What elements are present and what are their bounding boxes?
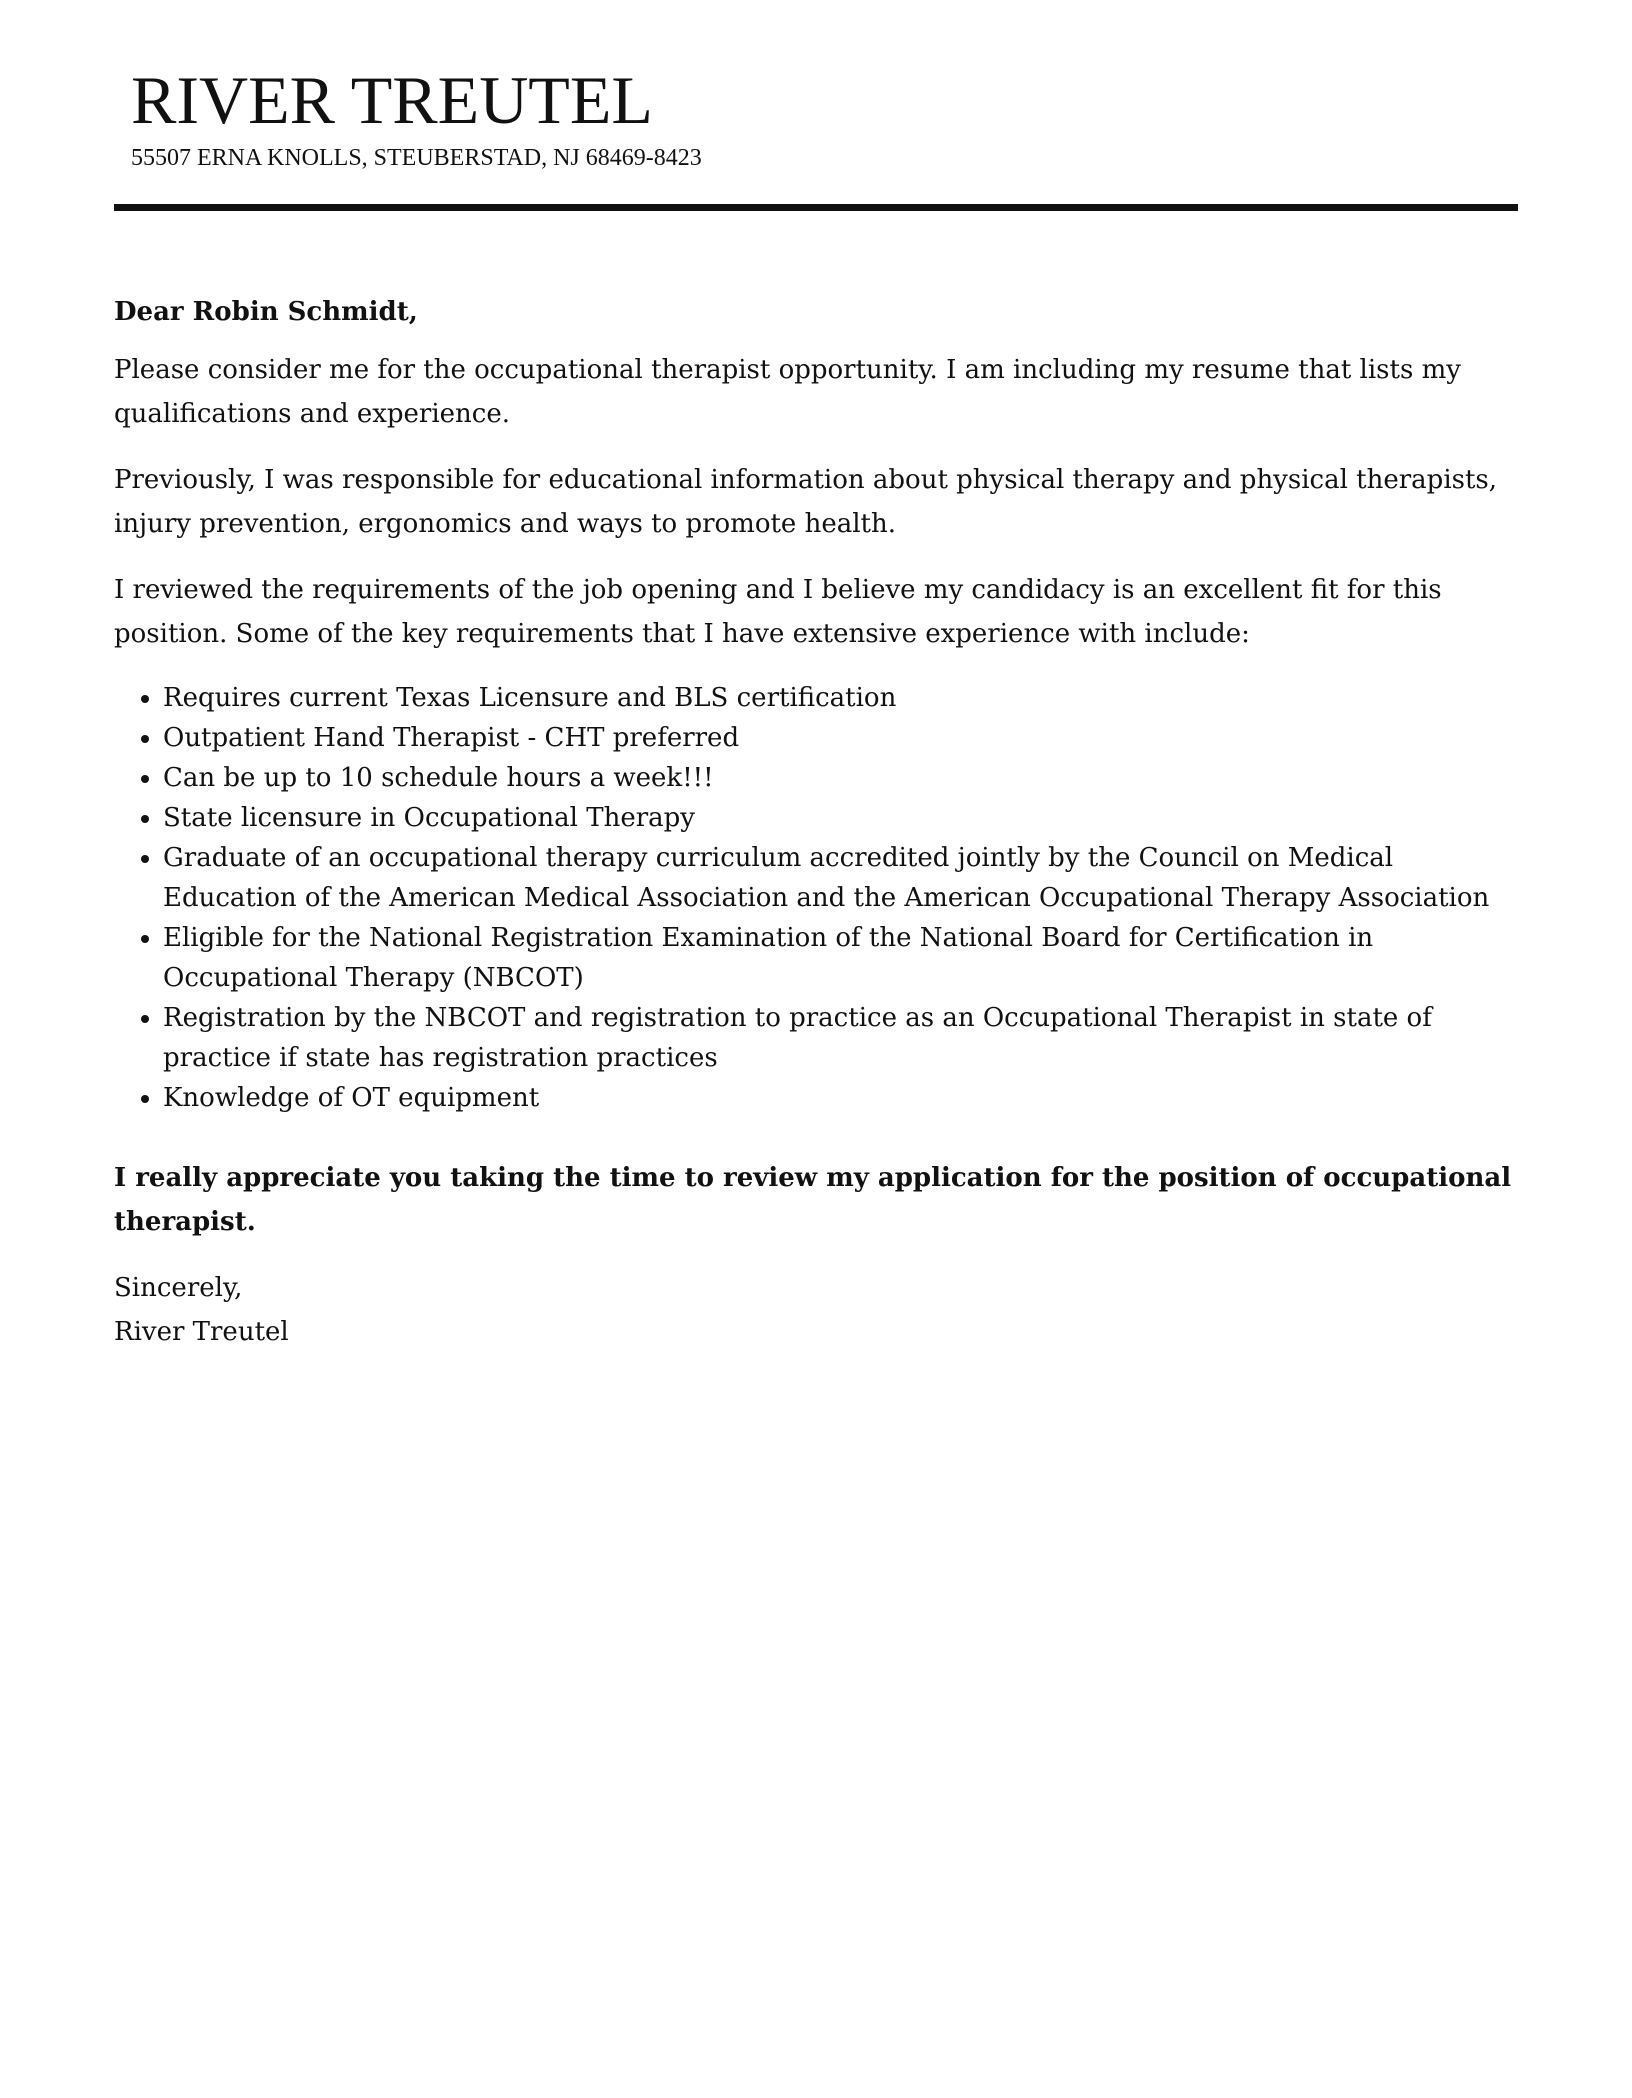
paragraph-requirements-intro: I reviewed the requirements of the job opening and I believe my candidacy is an excellent fit for this position. Some of the key requirements that I have extensive experience with include: — [114, 575, 1442, 649]
paragraph-intro: Please consider me for the occupational therapist opportunity. I am including my resume that lists my qualifications and experience. — [114, 355, 1461, 429]
list-item: • Eligible for the National Registration Examination of the National Board for Certification in Occupational Therapy (NBCOT) — [163, 918, 1518, 998]
list-item: • Knowledge of OT equipment — [163, 1078, 1518, 1118]
header-divider — [114, 204, 1518, 211]
list-item: • Outpatient Hand Therapist - CHT preferred — [163, 718, 1518, 758]
letter-body — [114, 290, 1518, 1354]
letter-header — [131, 60, 1511, 174]
list-item: • Can be up to 10 schedule hours a week!!! — [163, 758, 1518, 798]
closing-statement: I really appreciate you taking the time to review my application for the position of occupational therapist. — [114, 1163, 1512, 1237]
list-item: • State licensure in Occupational Therapy — [163, 798, 1518, 838]
signoff — [114, 1266, 1518, 1354]
paragraph-experience: Previously, I was responsible for educational information about physical therapy and physical therapists, injury prevention, ergonomics and ways to promote health. — [114, 465, 1498, 539]
signature-name: River Treutel — [114, 1317, 289, 1347]
signoff-text: Sincerely, — [114, 1273, 243, 1303]
salutation: Dear Robin Schmidt, — [114, 297, 418, 327]
list-item: • Graduate of an occupational therapy curriculum accredited jointly by the Council on Medical Education of the American Medical Association and the American Occupational Therapy Association — [163, 838, 1518, 918]
list-item: • Registration by the NBCOT and registration to practice as an Occupational Therapist in state of practice if state has registration practices — [163, 998, 1518, 1078]
requirements-list — [114, 678, 1518, 1118]
list-item: • Requires current Texas Licensure and BLS certification — [163, 678, 1518, 718]
sender-address: 55507 ERNA KNOLLS, STEUBERSTAD, NJ 68469-8423 — [131, 145, 702, 171]
sender-name: RIVER TREUTEL — [131, 62, 653, 138]
